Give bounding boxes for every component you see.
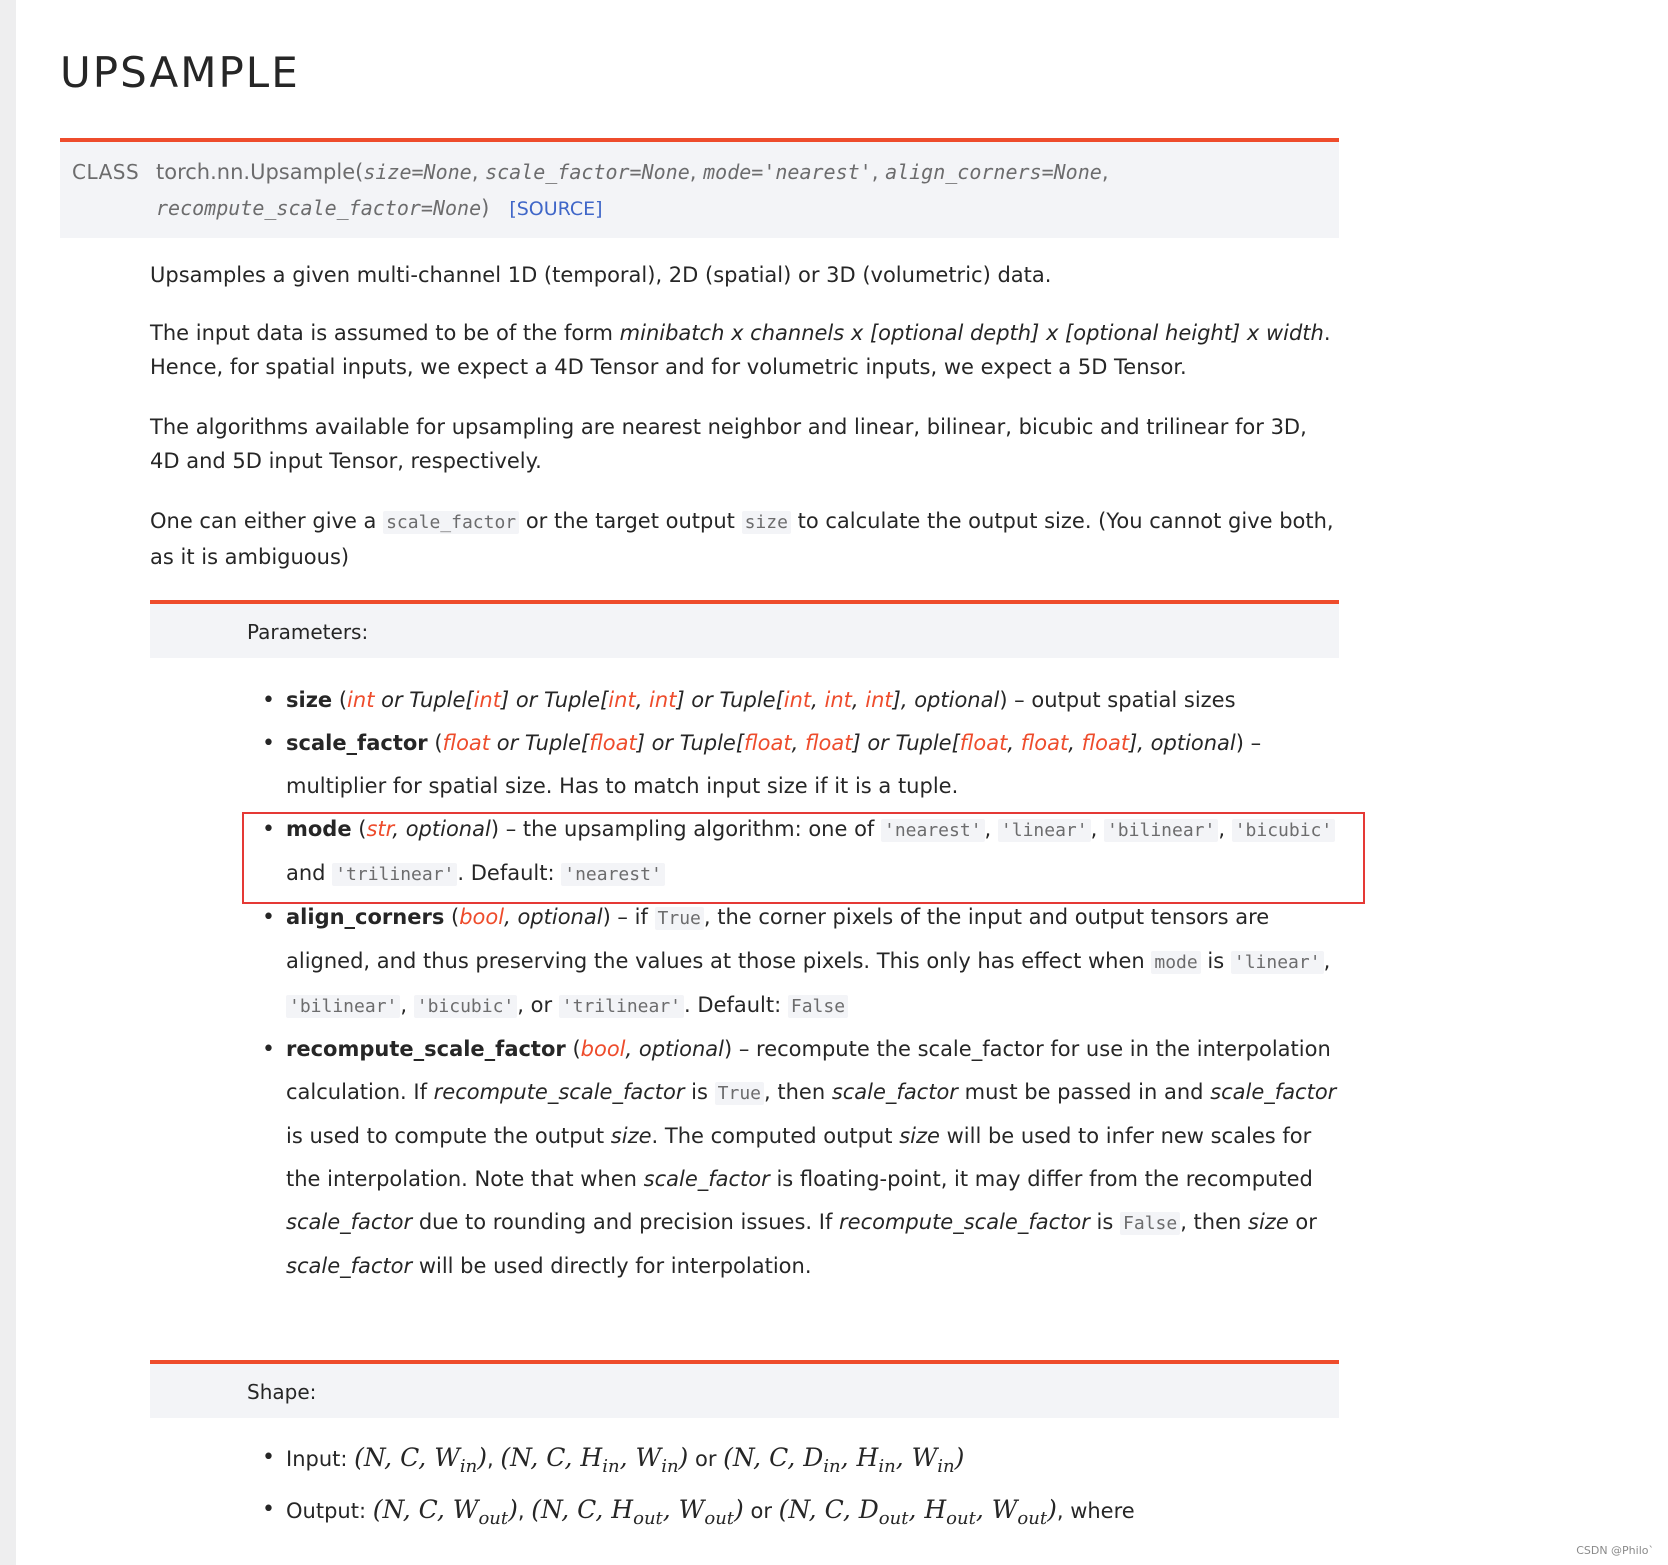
param-recompute-scale-factor: • recompute_scale_factor (bool, optional) – recompute the scale_factor for use in the interpolation calculation. If recompute_scale_factor is True , then scale_factor must be passed in and scale_factor is used to compute the output size. The computed output size will be used to infer new scales for the interpolation. Note that when scale_factor is floating-point, it may differ from the recomputed scale_factor due to rounding and precision issues. If recompute_scale_factor is False , then size or scale_factor will be used directly for interpolation. bbox=[248, 1028, 1343, 1288]
class-signature bbox=[60, 138, 1339, 238]
source-link[interactable]: [SOURCE] bbox=[509, 198, 603, 220]
description-paragraph-3: The algorithms available for upsampling are nearest neighbor and linear, bilinear, bicubic and trilinear for 3D, 4D and 5D input Tensor, respectively. bbox=[150, 415, 1307, 473]
param-size-sig: size=None bbox=[363, 160, 472, 184]
class-name: torch.nn.Upsample( bbox=[156, 160, 364, 184]
parameters-header: Parameters: bbox=[150, 600, 1339, 658]
param-size: • size (int or Tuple[int] or Tuple[int, int] or Tuple[int, int, int], optional) – output spatial sizes bbox=[248, 679, 1343, 722]
param-scale-factor: • scale_factor (float or Tuple[float] or Tuple[float, float] or Tuple[float, float, float], optional) – multiplier for spatial size. Has to match input size if it is a tuple. bbox=[248, 722, 1343, 808]
param-recompute-sig: recompute_scale_factor=None bbox=[156, 196, 482, 220]
watermark: CSDN @Philo` bbox=[1576, 1544, 1654, 1557]
param-mode: • mode (str, optional) – the upsampling algorithm: one of 'nearest' , 'linear' , 'bilinear' , 'bicubic' and 'trilinear' . Default: 'nearest' bbox=[248, 808, 1343, 896]
left-scrollbar-strip bbox=[0, 0, 16, 1565]
shape-list bbox=[248, 1436, 1343, 1540]
param-align-corners-sig: align_corners=None bbox=[885, 160, 1102, 184]
shape-header: Shape: bbox=[150, 1360, 1339, 1418]
description-paragraph-1: Upsamples a given multi-channel 1D (temporal), 2D (spatial) or 3D (volumetric) data. bbox=[150, 263, 1052, 287]
description-paragraph-2: The input data is assumed to be of the form minibatch x channels x [optional depth] x [optional height] x width. Hence, for spatial inputs, we expect a 4D Tensor and for volumetric inputs, we expect a 5D Tensor. bbox=[150, 321, 1331, 379]
description-paragraph-4: One can either give a scale_factor or the target output size to calculate the output size. (You cannot give both, as it is ambiguous) bbox=[150, 509, 1334, 569]
class-label: CLASS bbox=[72, 160, 140, 184]
signature-line-2: recompute_scale_factor=None) [SOURCE] bbox=[156, 196, 603, 220]
param-align-corners: • align_corners (bool, optional) – if True , the corner pixels of the input and output tensors are aligned, and thus preserving the values at those pixels. This only has effect when mode is 'linear' , 'bilinear' , 'bicubic' , or 'trilinear' . Default: False bbox=[248, 896, 1343, 1028]
page-title: UPSAMPLE bbox=[60, 48, 300, 97]
signature-line-1: torch.nn.Upsample(size=None, scale_factor=None, mode='nearest', align_corners=None, bbox=[156, 160, 1109, 184]
shape-output: • Output: (N, C, $W_{out}$), (N, C, $H_{out}$, $W_{out}$) or (N, C, $D_{out}$, $H_{out}$, $W_{out}$), where bbox=[248, 1488, 1343, 1540]
param-scale-factor-sig: scale_factor=None bbox=[485, 160, 690, 184]
param-mode-sig: mode='nearest' bbox=[703, 160, 872, 184]
mode-highlight-box bbox=[242, 812, 1365, 904]
parameter-list bbox=[248, 679, 1343, 1288]
shape-input: • Input: (N, C, $W_{in}$), (N, C, $H_{in}$, $W_{in}$) or (N, C, $D_{in}$, $H_{in}$, $W_{in}$) bbox=[248, 1436, 1343, 1488]
